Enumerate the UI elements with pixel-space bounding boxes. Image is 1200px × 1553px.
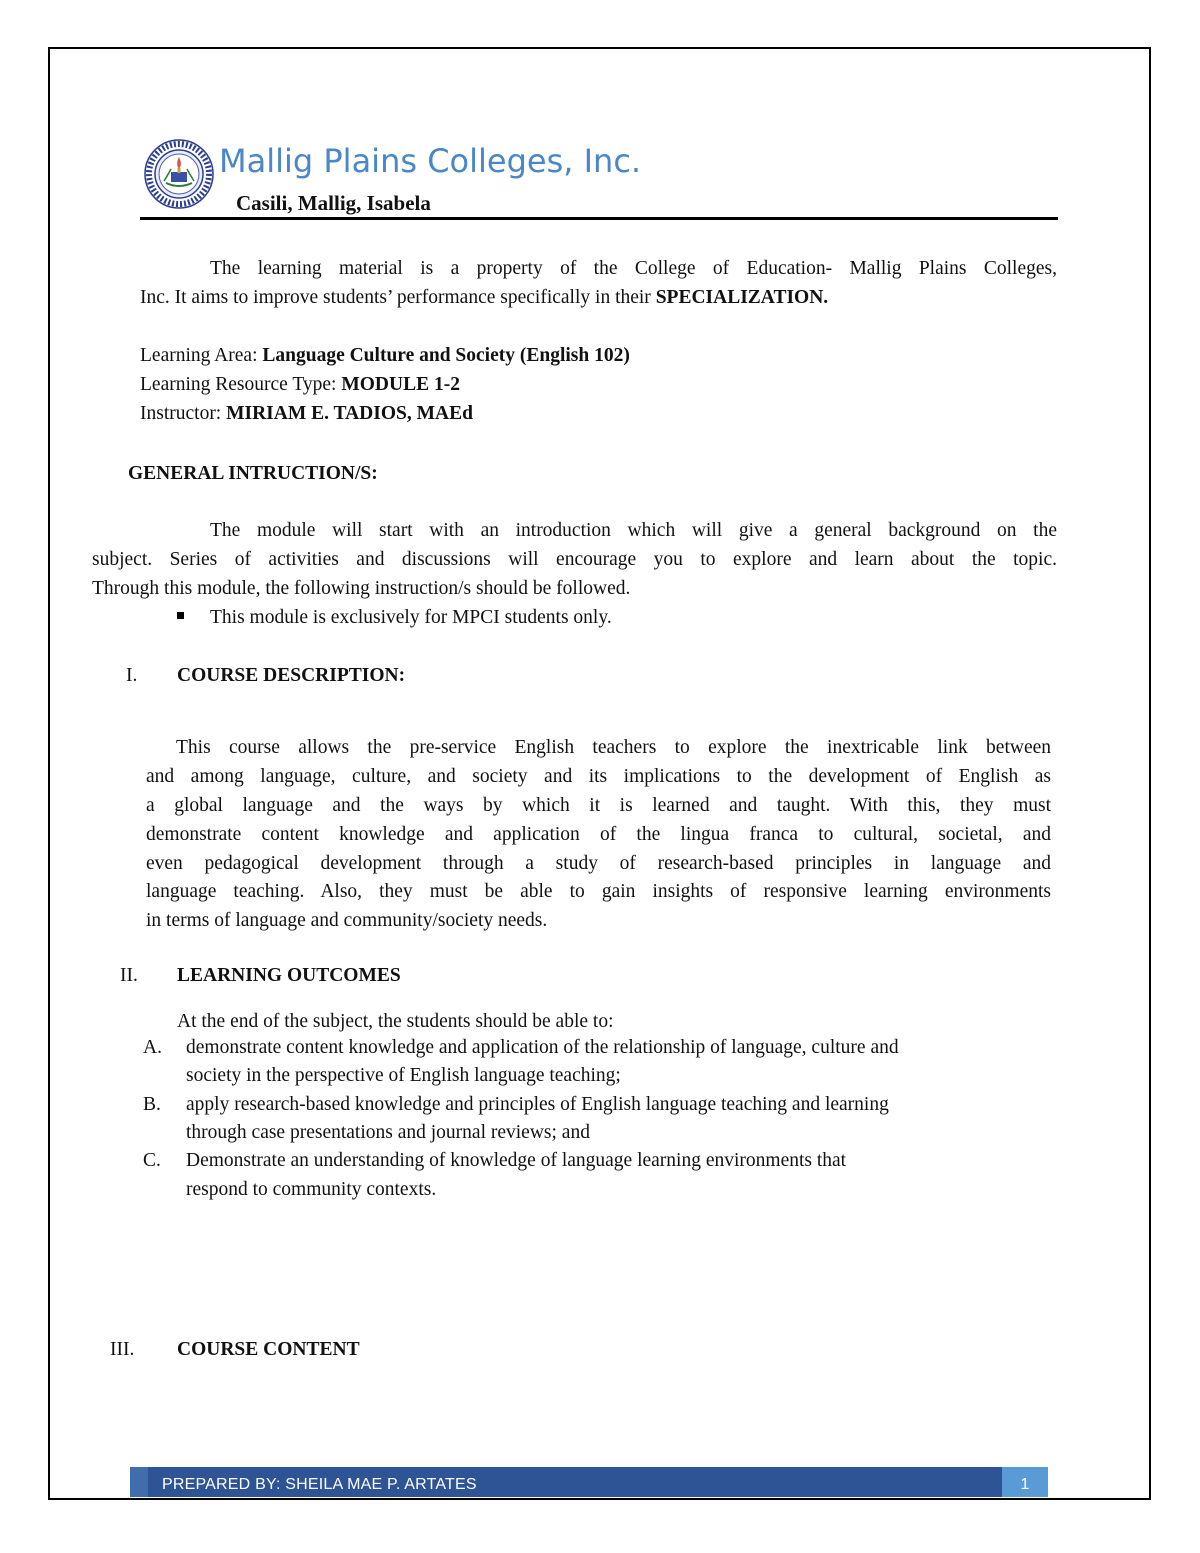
outcome-b-line-2: through case presentations and journal reviews; and (186, 1122, 590, 1143)
instructor (140, 399, 473, 428)
course-content-heading: COURSE CONTENT (177, 1339, 360, 1360)
intro-line-2 (140, 283, 828, 312)
section-3-numeral: III. (110, 1339, 135, 1360)
learning-area-value: Language Culture and Society (English 102) (262, 345, 630, 366)
description-line-7: in terms of language and community/society needs. (146, 910, 548, 931)
intro-specialization: SPECIALIZATION. (655, 287, 829, 308)
intro-line-2-text: Inc. It aims to improve students’ performance specifically in their (140, 287, 656, 308)
description-line-4: demonstrate content knowledge and application of the lingua franca to cultural, societal, and (146, 824, 1051, 845)
outcome-c-line-2: respond to community contexts. (186, 1179, 437, 1200)
college-name: Mallig Plains Colleges, Inc. (219, 142, 642, 180)
bullet-square-icon (177, 612, 184, 619)
learning-area-label: Learning Area: (140, 345, 263, 366)
description-line-5: even pedagogical development through a study of research-based principles in language and (146, 853, 1051, 874)
footer-page-number: 1 (1020, 1476, 1030, 1493)
outcome-a-letter: A. (143, 1037, 162, 1058)
section-1-numeral: I. (126, 665, 138, 686)
learning-outcomes-heading: LEARNING OUTCOMES (177, 965, 401, 986)
general-line-2: subject. Series of activities and discussions will encourage you to explore and learn about the topic. (92, 549, 1057, 570)
outcomes-intro: At the end of the subject, the students should be able to: (177, 1011, 614, 1032)
outcome-a-line-1: demonstrate content knowledge and application of the relationship of language, culture and (186, 1037, 899, 1058)
general-instructions-heading: GENERAL INTRUCTION/S: (128, 463, 378, 484)
description-line-3: a global language and the ways by which it is learned and taught. With this, they must (146, 795, 1051, 816)
course-description-heading: COURSE DESCRIPTION: (177, 665, 406, 686)
resource-type-value: MODULE 1-2 (341, 374, 460, 395)
description-line-6: language teaching. Also, they must be able to gain insights of responsive learning environments (146, 881, 1051, 902)
resource-type-label: Learning Resource Type: (140, 374, 342, 395)
learning-area (140, 341, 630, 370)
footer-prepared-by: PREPARED BY: SHEILA MAE P. ARTATES (162, 1476, 477, 1493)
general-line-3: Through this module, the following instruction/s should be followed. (92, 578, 631, 599)
intro-line-1: The learning material is a property of the College of Education- Mallig Plains Colleges, (210, 258, 1057, 279)
outcome-b-line-1: apply research-based knowledge and principles of English language teaching and learning (186, 1094, 889, 1115)
outcome-c-letter: C. (143, 1150, 161, 1171)
outcome-c-line-1: Demonstrate an understanding of knowledge of language learning environments that (186, 1150, 847, 1171)
college-address: Casili, Mallig, Isabela (236, 191, 431, 215)
college-seal-logo (144, 139, 214, 209)
description-line-1: This course allows the pre-service English teachers to explore the inextricable link between (176, 737, 1051, 758)
outcome-a-line-2: society in the perspective of English language teaching; (186, 1065, 621, 1086)
general-line-1: The module will start with an introduction which will give a general background on the (210, 520, 1057, 541)
instructor-value: MIRIAM E. TADIOS, MAEd (226, 403, 473, 424)
outcome-b-letter: B. (143, 1094, 161, 1115)
resource-type (140, 370, 460, 399)
general-bullet: This module is exclusively for MPCI students only. (210, 607, 612, 628)
section-2-numeral: II. (120, 965, 138, 986)
header-divider (140, 217, 1058, 220)
description-line-2: and among language, culture, and society and its implications to the development of English as (146, 766, 1051, 787)
instructor-label: Instructor: (140, 403, 227, 424)
footer-accent (130, 1467, 148, 1497)
